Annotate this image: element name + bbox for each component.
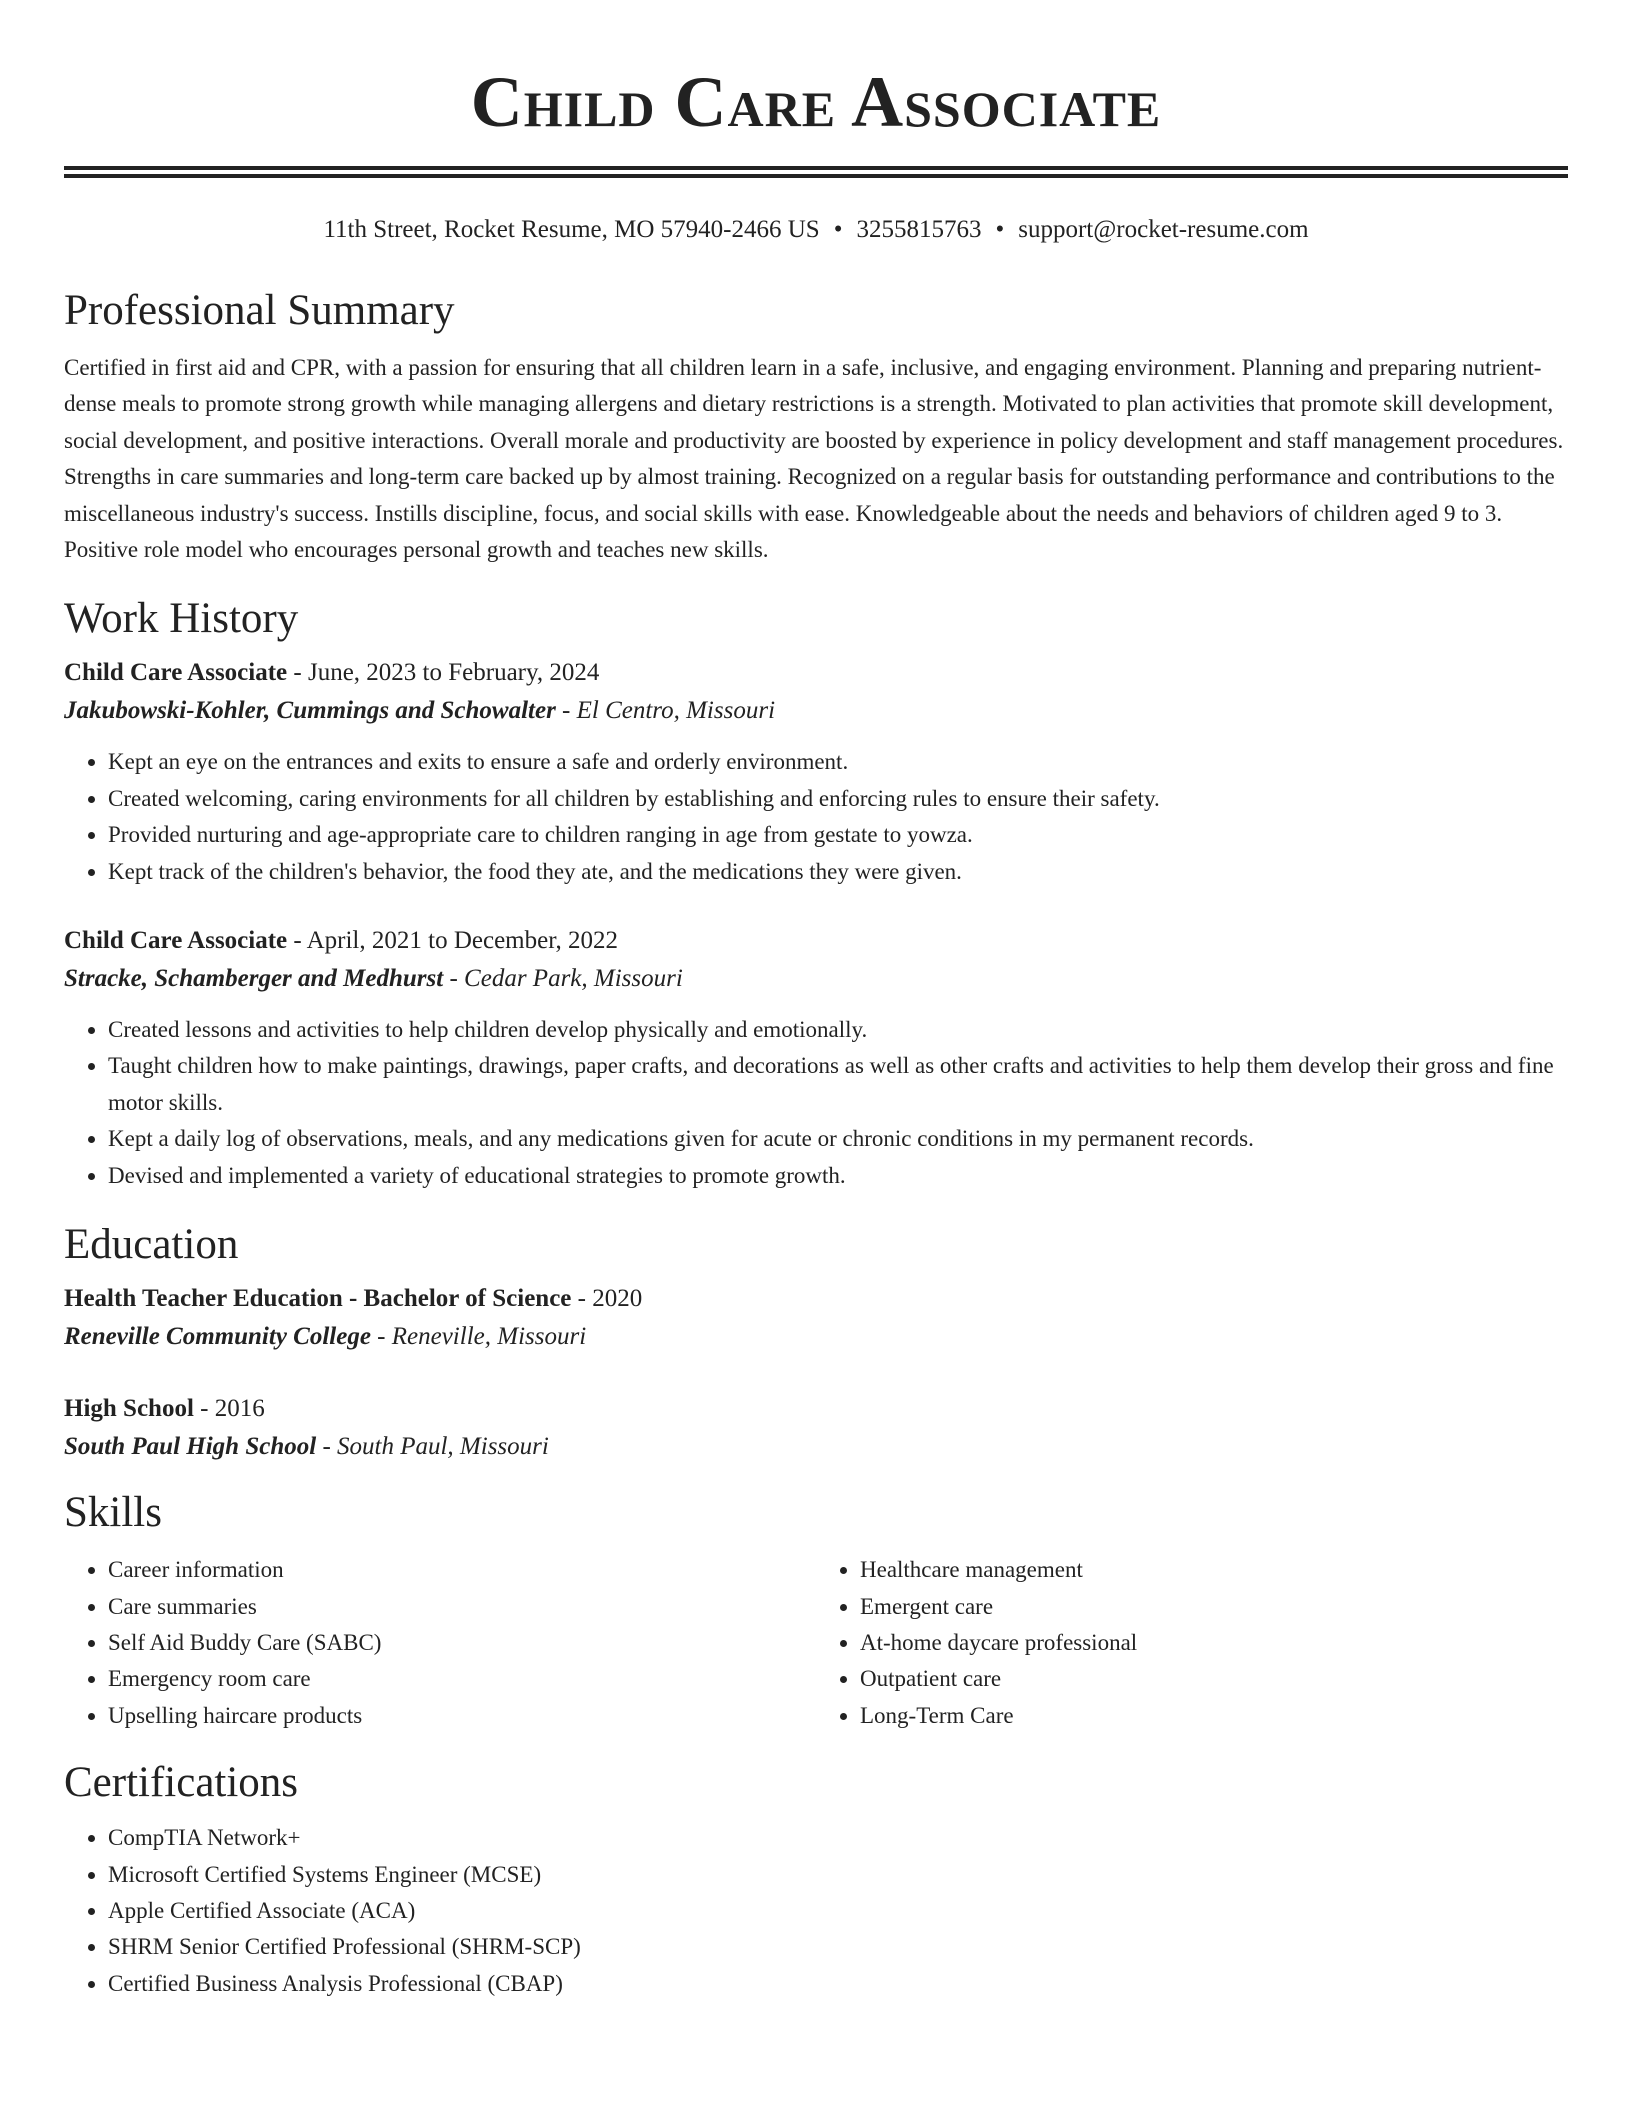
job-company: Stracke, Schamberger and Medhurst [64, 965, 444, 993]
job-company: Jakubowski-Kohler, Cummings and Schowalter [64, 697, 556, 725]
job-company-line [64, 960, 1568, 998]
list-item: • Career information [108, 1552, 816, 1588]
job-bullets [64, 744, 1568, 890]
education-entry [64, 1280, 1568, 1356]
list-item: • Upselling haircare products [108, 1698, 816, 1734]
skills-list-left [64, 1552, 816, 1734]
dash: - [293, 659, 302, 687]
list-item: • At-home daycare professional [860, 1625, 1568, 1661]
education-entry [64, 1390, 1568, 1466]
list-item: • Emergent care [860, 1589, 1568, 1625]
list-item: • Taught children how to make paintings, drawings, paper crafts, and decorations as well as other crafts and activities to help them develop their gross and fine motor skills. [108, 1048, 1568, 1121]
list-item: • Microsoft Certified Systems Engineer (MCSE) [108, 1857, 1568, 1893]
resume-page [64, 0, 1568, 2002]
list-item: • SHRM Senior Certified Professional (SHRM-SCP) [108, 1929, 1568, 1965]
header-rule-bottom [64, 174, 1568, 178]
dash: - [293, 927, 302, 955]
list-item: • Apple Certified Associate (ACA) [108, 1893, 1568, 1929]
header-rule-top [64, 166, 1568, 170]
dash: - [322, 1433, 331, 1461]
dash: - [449, 965, 458, 993]
list-item: • Kept an eye on the entrances and exits to ensure a safe and orderly environment. [108, 744, 1568, 780]
section-heading-certifications: Certifications [64, 1759, 299, 1807]
list-item: • Created lessons and activities to help children develop physically and emotionally. [108, 1012, 1568, 1048]
list-item: • Kept a daily log of observations, meals, and any medications given for acute or chronic conditions in my permanent records. [108, 1121, 1568, 1157]
school: South Paul High School [64, 1433, 317, 1461]
dash: - [377, 1323, 386, 1351]
list-item: • Certified Business Analysis Professional (CBAP) [108, 1966, 1568, 2002]
list-item: • Devised and implemented a variety of educational strategies to promote growth. [108, 1158, 1568, 1194]
job-title: Child Care Associate [64, 927, 288, 955]
job-entry [64, 922, 1568, 1194]
contact-line [64, 214, 1568, 246]
list-item: • CompTIA Network+ [108, 1820, 1568, 1856]
list-item: • Self Aid Buddy Care (SABC) [108, 1625, 816, 1661]
list-item: • Long-Term Care [860, 1698, 1568, 1734]
section-heading-summary: Professional Summary [64, 287, 455, 334]
contact-separator: • [995, 216, 1005, 243]
list-item: • Created welcoming, caring environments for all children by establishing and enforcing rules to ensure their safety. [108, 781, 1568, 817]
degree-line [64, 1280, 1568, 1318]
skills-columns [64, 1552, 1568, 1734]
contact-address: 11th Street, Rocket Resume, MO 57940-2466 US [323, 216, 820, 243]
dash: - [577, 1285, 586, 1313]
job-title-line [64, 922, 1568, 960]
list-item: • Kept track of the children's behavior, the food they ate, and the medications they were given. [108, 854, 1568, 890]
skills-list-right [816, 1552, 1568, 1734]
contact-separator: • [833, 216, 843, 243]
job-title-line [64, 654, 1568, 692]
job-dates: April, 2021 to December, 2022 [306, 927, 619, 955]
list-item: • Provided nurturing and age-appropriate care to children ranging in age from gestate to yowza. [108, 817, 1568, 853]
dash: - [200, 1395, 209, 1423]
degree: High School [64, 1395, 194, 1423]
list-item: • Healthcare management [860, 1552, 1568, 1588]
section-heading-work: Work History [64, 595, 299, 643]
school-location: South Paul, Missouri [337, 1433, 549, 1461]
contact-phone: 3255815763 [856, 216, 982, 243]
section-heading-education: Education [64, 1221, 239, 1269]
degree: Health Teacher Education - Bachelor of Science [64, 1285, 572, 1313]
job-bullets [64, 1012, 1568, 1194]
school-line [64, 1318, 1568, 1356]
certifications-list [64, 1820, 1568, 2002]
degree-line [64, 1390, 1568, 1428]
summary-text: Certified in first aid and CPR, with a passion for ensuring that all children learn in a safe, inclusive, and engaging environment. Planning and preparing nutrient-dense meals to promote strong growth while managing allergens and dietary restrictions is a strength. Motivated to plan activities that promote skill development, social development, and positive interactions. Overall morale and productivity are boosted by experience in policy development and staff management procedures. Strengths in care summaries and long-term care backed up by almost training. Recognized on a regular basis for outstanding performance and contributions to the miscellaneous industry's success. Instills discipline, focus, and social skills with ease. Knowledgeable about the needs and behaviors of children aged 9 to 3. Positive role model who encourages personal growth and teaches new skills. [64, 355, 1564, 563]
dash: - [562, 697, 571, 725]
list-item: • Care summaries [108, 1589, 816, 1625]
school-line [64, 1428, 1568, 1466]
list-item: • Outpatient care [860, 1661, 1568, 1697]
list-item: • Emergency room care [108, 1661, 816, 1697]
school-location: Reneville, Missouri [391, 1323, 587, 1351]
job-dates: June, 2023 to February, 2024 [307, 659, 600, 687]
section-heading-skills: Skills [64, 1489, 162, 1537]
job-entry [64, 654, 1568, 890]
degree-year: 2016 [214, 1395, 265, 1423]
job-title: Child Care Associate [64, 659, 288, 687]
contact-email: support@rocket-resume.com [1018, 216, 1309, 243]
job-location: Cedar Park, Missouri [464, 965, 683, 993]
job-company-line [64, 692, 1568, 730]
candidate-name: Child Care Associate [470, 62, 1162, 142]
job-location: El Centro, Missouri [576, 697, 776, 725]
school: Reneville Community College [64, 1323, 371, 1351]
degree-year: 2020 [592, 1285, 643, 1313]
